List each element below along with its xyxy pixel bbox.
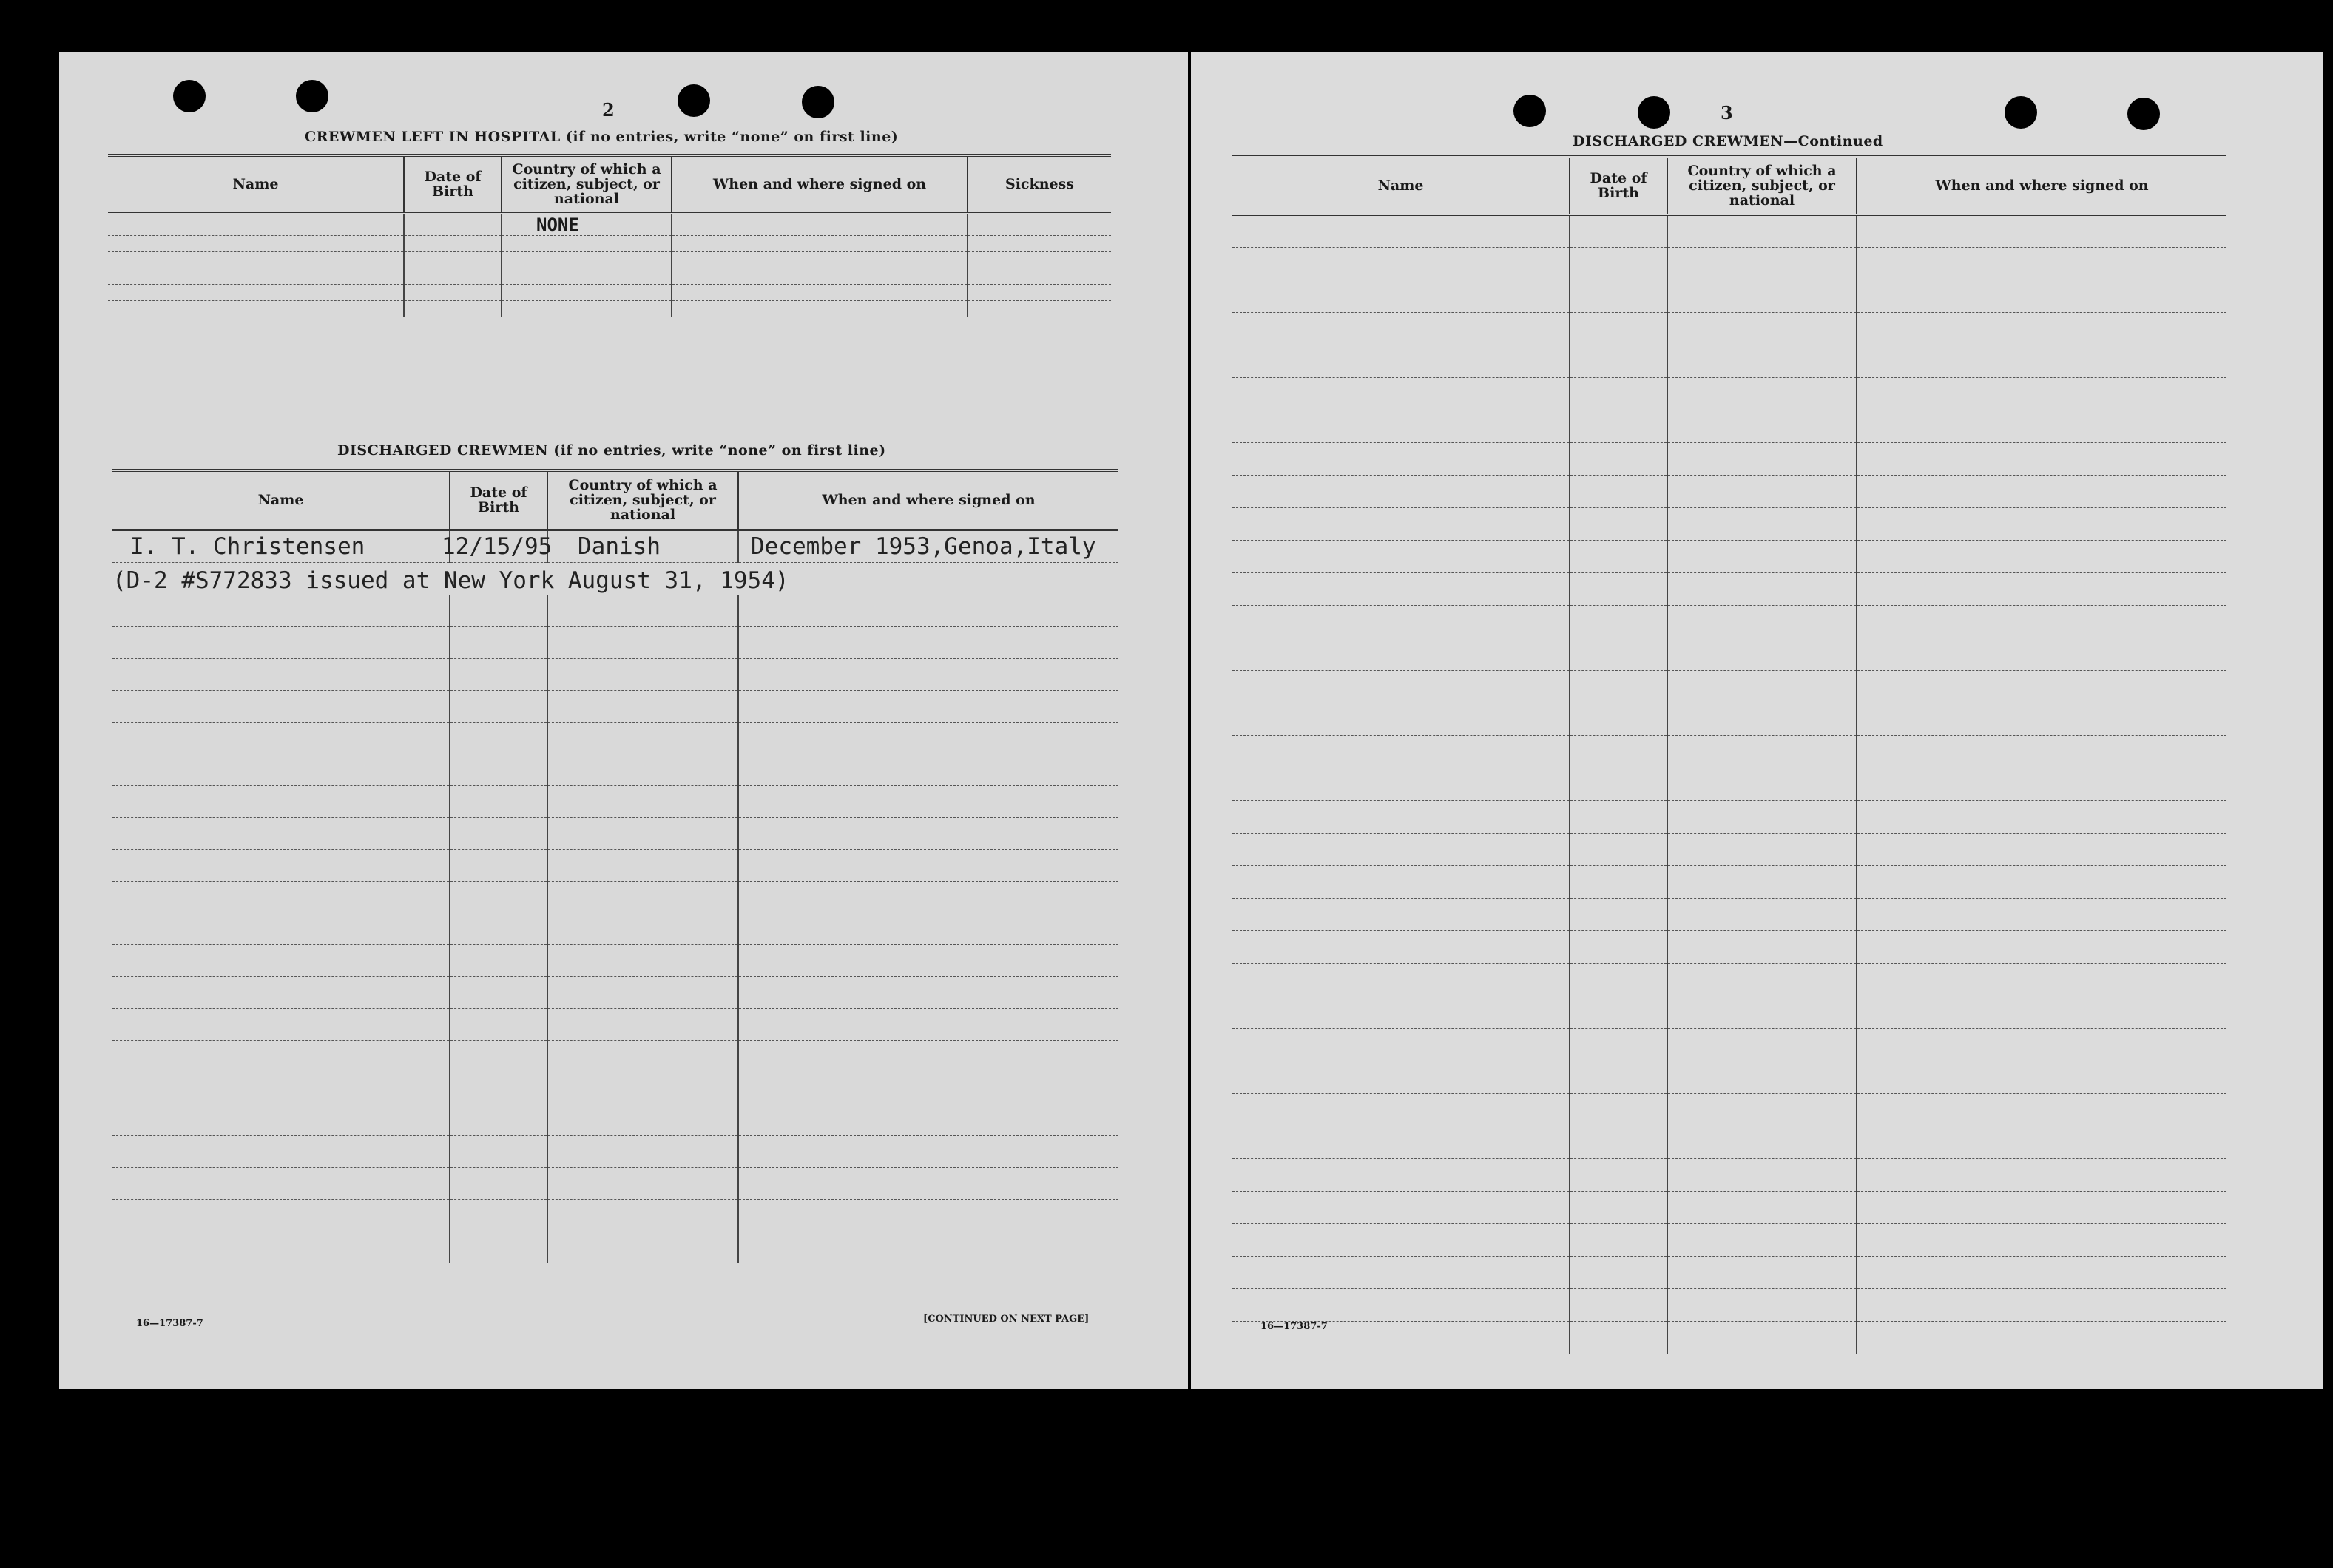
col-header-name: Name xyxy=(1232,157,1570,214)
page-number: 2 xyxy=(602,99,615,121)
table-row xyxy=(112,562,1118,595)
punch-hole xyxy=(296,80,328,112)
col-header-country: Country of which a citizen, subject, or national xyxy=(1667,157,1857,214)
discharged-heading-note: (if no entries, write “none” on first line) xyxy=(553,442,886,459)
crew-document-note: (D-2 #S772833 issued at New York August 31, 1954) xyxy=(112,567,789,594)
hospital-table xyxy=(108,154,1111,317)
left-page xyxy=(59,52,1188,1389)
hospital-heading-note: (if no entries, write “none” on first line) xyxy=(565,129,899,145)
col-header-sickness: Sickness xyxy=(968,155,1111,213)
crew-dob: 12/15/95 xyxy=(442,533,553,560)
punch-hole xyxy=(2127,98,2160,130)
discharged-continued-heading: DISCHARGED CREWMEN—Continued xyxy=(1573,133,1883,149)
punch-hole xyxy=(2005,96,2037,129)
form-number: 16—17387-7 xyxy=(1260,1321,1328,1332)
hospital-heading xyxy=(305,129,898,145)
form-number: 16—17387-7 xyxy=(136,1318,203,1329)
crew-name: I. T. Christensen xyxy=(130,533,365,560)
col-header-name: Name xyxy=(112,470,450,530)
right-page xyxy=(1191,52,2323,1389)
page-number: 3 xyxy=(1721,102,1733,124)
col-header-dob: Date of Birth xyxy=(404,155,502,213)
col-header-country: Country of which a citizen, subject, or national xyxy=(502,155,672,213)
crew-signed-on: December 1953,Genoa,Italy xyxy=(751,533,1096,560)
col-header-name: Name xyxy=(108,155,404,213)
discharged-heading-title: DISCHARGED CREWMEN xyxy=(337,442,549,459)
col-header-signed-on: When and where signed on xyxy=(1857,157,2226,214)
hospital-heading-title: CREWMEN LEFT IN HOSPITAL xyxy=(305,129,561,145)
discharged-table xyxy=(112,469,1118,1263)
col-header-signed-on: When and where signed on xyxy=(738,470,1118,530)
col-header-country: Country of which a citizen, subject, or national xyxy=(547,470,738,530)
col-header-signed-on: When and where signed on xyxy=(672,155,968,213)
col-header-dob: Date of Birth xyxy=(450,470,547,530)
discharged-heading xyxy=(337,442,886,459)
crew-country: Danish xyxy=(578,533,661,560)
punch-hole xyxy=(1513,95,1546,127)
hospital-none-entry: NONE xyxy=(536,214,579,235)
punch-hole xyxy=(173,80,206,112)
table-row xyxy=(112,530,1118,562)
col-header-dob: Date of Birth xyxy=(1570,157,1667,214)
punch-hole xyxy=(1638,96,1670,129)
continued-note: [CONTINUED ON NEXT PAGE] xyxy=(923,1314,1090,1325)
punch-hole xyxy=(678,84,710,117)
punch-hole xyxy=(802,86,834,118)
discharged-continued-table xyxy=(1232,155,2226,1354)
